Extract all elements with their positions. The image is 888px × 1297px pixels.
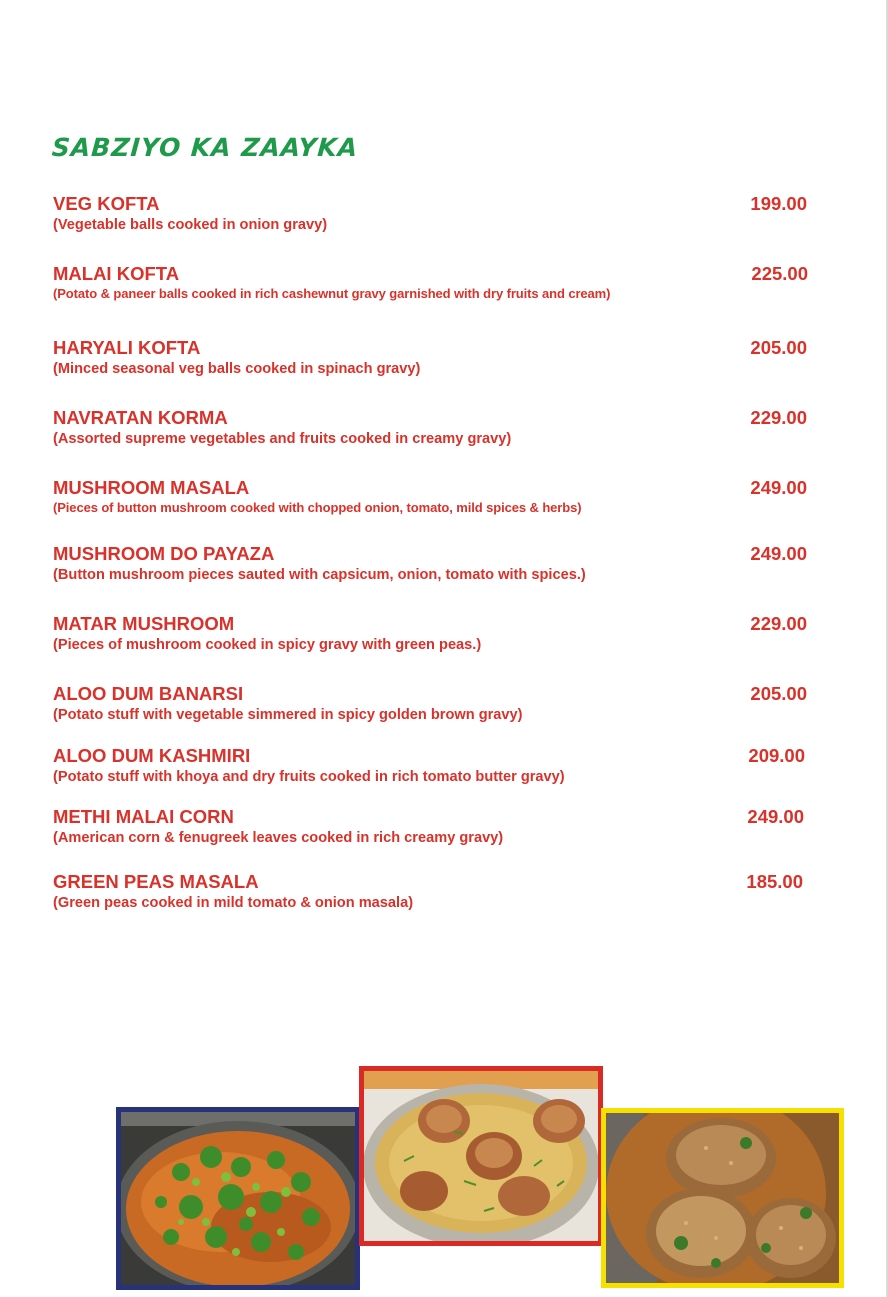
section-title: SABZIYO KA ZAAYKA xyxy=(50,133,360,162)
item-price: 249.00 xyxy=(747,806,804,827)
item-name: HARYALI KOFTA xyxy=(53,337,201,358)
item-description: (Potato & paneer balls cooked in rich cashewnut gravy garnished with dry fruits and cream) xyxy=(53,286,611,301)
item-price: 209.00 xyxy=(748,745,805,766)
green-peas-curry-image xyxy=(121,1112,355,1285)
item-name: ALOO DUM KASHMIRI xyxy=(53,745,251,766)
item-name: METHI MALAI CORN xyxy=(53,806,234,827)
item-price: 229.00 xyxy=(750,407,807,428)
item-description: (Pieces of button mushroom cooked with chopped onion, tomato, mild spices & herbs) xyxy=(53,500,582,515)
item-description: (Button mushroom pieces sauted with capsicum, onion, tomato with spices.) xyxy=(53,567,586,583)
item-price: 249.00 xyxy=(750,543,807,564)
item-name: MATAR MUSHROOM xyxy=(53,613,235,634)
item-name: VEG KOFTA xyxy=(53,193,160,214)
item-description: (Potato stuff with khoya and dry fruits cooked in rich tomato butter gravy) xyxy=(53,769,565,785)
malai-kofta-photo xyxy=(359,1066,603,1246)
item-name: MALAI KOFTA xyxy=(53,263,180,284)
item-description: (Assorted supreme vegetables and fruits cooked in creamy gravy) xyxy=(53,431,512,447)
item-description: (Vegetable balls cooked in onion gravy) xyxy=(53,217,328,233)
item-price: 185.00 xyxy=(746,871,803,892)
item-description: (Pieces of mushroom cooked in spicy gravy with green peas.) xyxy=(53,637,482,653)
item-price: 199.00 xyxy=(750,193,807,214)
item-description: (Potato stuff with vegetable simmered in spicy golden brown gravy) xyxy=(53,707,523,723)
item-price: 205.00 xyxy=(750,337,807,358)
item-price: 225.00 xyxy=(751,263,808,284)
item-name: ALOO DUM BANARSI xyxy=(53,683,244,704)
kofta-balls-image xyxy=(606,1113,839,1283)
item-name: GREEN PEAS MASALA xyxy=(53,871,259,892)
item-name: NAVRATAN KORMA xyxy=(53,407,228,428)
green-peas-curry-photo xyxy=(116,1107,360,1290)
item-description: (Minced seasonal veg balls cooked in spinach gravy) xyxy=(53,361,421,377)
item-price: 249.00 xyxy=(750,477,807,498)
item-description: (Green peas cooked in mild tomato & onion masala) xyxy=(53,895,414,911)
item-price: 229.00 xyxy=(750,613,807,634)
malai-kofta-image xyxy=(364,1071,598,1241)
item-price: 205.00 xyxy=(750,683,807,704)
item-name: MUSHROOM MASALA xyxy=(53,477,250,498)
item-description: (American corn & fenugreek leaves cooked in rich creamy gravy) xyxy=(53,830,504,846)
item-name: MUSHROOM DO PAYAZA xyxy=(53,543,275,564)
kofta-balls-photo xyxy=(601,1108,844,1288)
